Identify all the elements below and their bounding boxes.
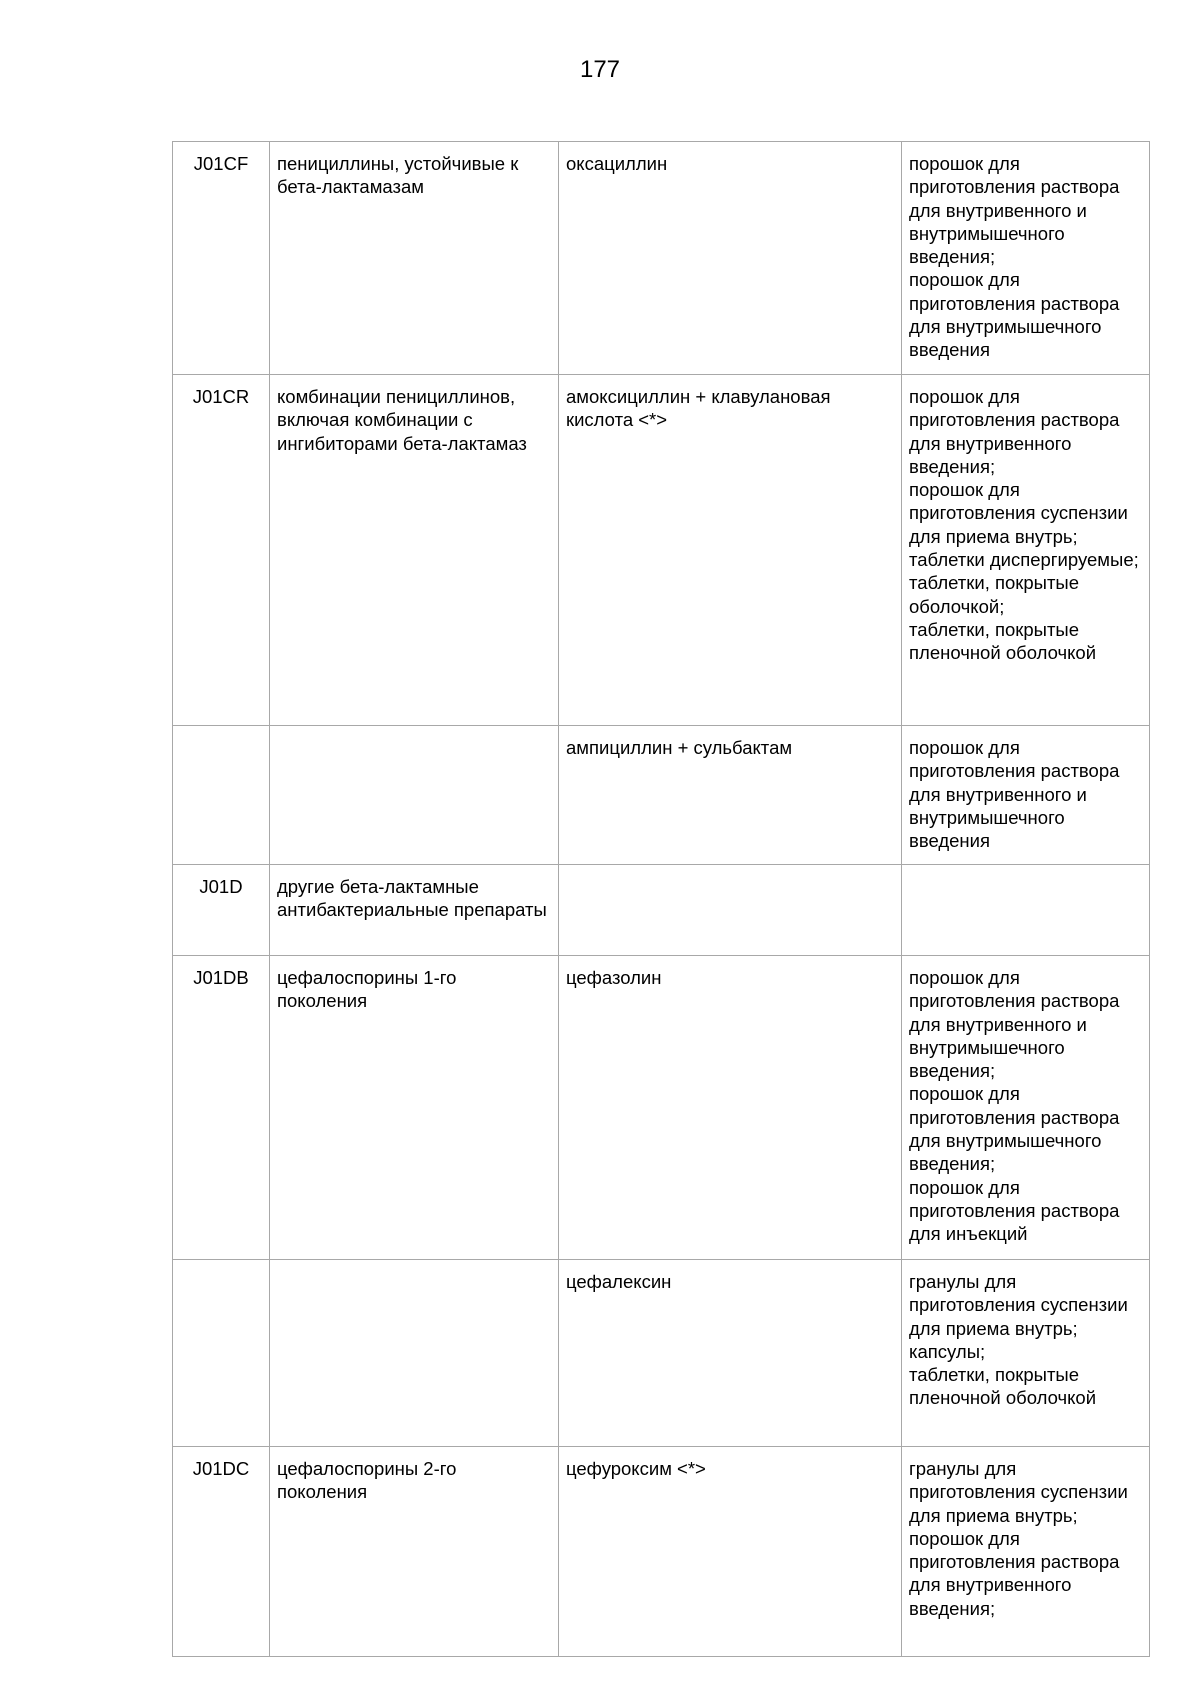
dosage-form-cell: порошок для приготовления раствора для внутривенного введения; порошок для приготовления суспензии для приема внутрь; таблетки диспергируемые; таблетки, покрытые оболочкой; таблетки, покрытые пленочной оболочкой	[902, 375, 1150, 726]
dosage-form-cell: гранулы для приготовления суспензии для приема внутрь; порошок для приготовления раствора для внутривенного введения;	[902, 1447, 1150, 1657]
table-row	[173, 956, 1150, 1260]
group-cell: пенициллины, устойчивые к бета-лактамазам	[270, 142, 559, 375]
atc-code-cell: J01DB	[173, 956, 270, 1260]
group-cell: комбинации пенициллинов, включая комбинации с ингибиторами бета-лактамаз	[270, 375, 559, 726]
drug-cell: цефалексин	[559, 1260, 902, 1447]
drug-cell	[559, 865, 902, 956]
table-row	[173, 1447, 1150, 1657]
drug-cell: цефазолин	[559, 956, 902, 1260]
drug-table	[172, 141, 1150, 1657]
atc-code-cell	[173, 1260, 270, 1447]
dosage-form-cell: гранулы для приготовления суспензии для приема внутрь; капсулы; таблетки, покрытые пленочной оболочкой	[902, 1260, 1150, 1447]
drug-cell: ампициллин + сульбактам	[559, 726, 902, 865]
page-number: 177	[579, 56, 621, 83]
table-row	[173, 375, 1150, 726]
atc-code-cell: J01CF	[173, 142, 270, 375]
atc-code-cell: J01CR	[173, 375, 270, 726]
atc-code-cell: J01DC	[173, 1447, 270, 1657]
group-cell	[270, 1260, 559, 1447]
dosage-form-cell: порошок для приготовления раствора для внутривенного и внутримышечного введения	[902, 726, 1150, 865]
group-cell: цефалоспорины 2-го поколения	[270, 1447, 559, 1657]
drug-cell: амоксициллин + клавулановая кислота <*>	[559, 375, 902, 726]
group-cell	[270, 726, 559, 865]
dosage-form-cell	[902, 865, 1150, 956]
drug-cell: цефуроксим <*>	[559, 1447, 902, 1657]
dosage-form-cell: порошок для приготовления раствора для внутривенного и внутримышечного введения; порошок для приготовления раствора для внутримышечного введения	[902, 142, 1150, 375]
drug-cell: оксациллин	[559, 142, 902, 375]
group-cell: цефалоспорины 1-го поколения	[270, 956, 559, 1260]
dosage-form-cell: порошок для приготовления раствора для внутривенного и внутримышечного введения; порошок для приготовления раствора для внутримышечного введения; порошок для приготовления раствора для инъекций	[902, 956, 1150, 1260]
group-cell: другие бета-лактамные антибактериальные препараты	[270, 865, 559, 956]
table-row	[173, 865, 1150, 956]
table-row	[173, 1260, 1150, 1447]
table-row	[173, 142, 1150, 375]
table-row	[173, 726, 1150, 865]
atc-code-cell	[173, 726, 270, 865]
atc-code-cell: J01D	[173, 865, 270, 956]
